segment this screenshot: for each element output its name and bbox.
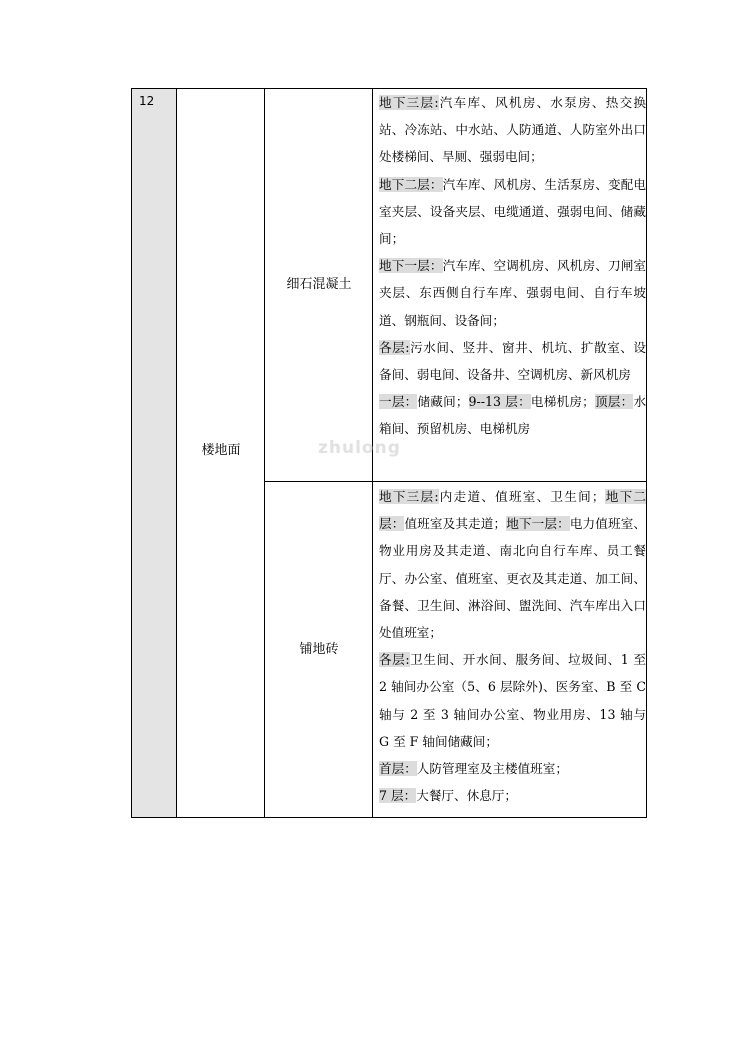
material-name: 铺地砖 bbox=[299, 642, 339, 657]
entry-text: 污水间、竖井、窗井、机坑、扩散室、设备间、弱电间、设备井、空调机房、新风机房 bbox=[379, 339, 647, 383]
tile-description bbox=[379, 483, 646, 809]
entry-text: 大餐厅、休息厅； bbox=[416, 788, 517, 804]
entry-text: 汽车库、风机房、水泵房、热交换站、冷冻站、中水站、人防通道、人防室外出口处楼梯间、旱厕、强弱电间； bbox=[379, 95, 646, 165]
entry-text: 汽车库、风机房、生活泵房、变配电室夹层、设备夹层、电缆通道、强弱电间、储藏间； bbox=[379, 176, 647, 247]
entry-label: 地下二层： bbox=[379, 176, 443, 192]
entry-text: 值班室及其走道； bbox=[404, 516, 507, 532]
material-name: 细石混凝土 bbox=[286, 277, 352, 292]
entry-label: 各层: bbox=[379, 652, 410, 668]
entry-text: 水箱间、预留机房、电梯机房 bbox=[379, 394, 647, 437]
entry-label: 地下二层： bbox=[379, 489, 647, 532]
entry-label: 一层： bbox=[379, 394, 418, 410]
watermark: zhulong bbox=[318, 438, 401, 458]
category-label: 楼地面 bbox=[201, 443, 241, 458]
entry-text: 汽车库、空调机房、风机房、刀闸室夹层、东西侧自行车库、强弱电间、自行车坡道、钢瓶间、设备间； bbox=[379, 258, 647, 328]
concrete-description bbox=[379, 89, 646, 443]
entry-label: 地下一层： bbox=[379, 258, 443, 274]
row-divider bbox=[265, 481, 646, 482]
entry-label: 地下三层: bbox=[379, 95, 439, 110]
entry-label: 首层： bbox=[379, 761, 417, 777]
entry-text: 电梯机房； bbox=[530, 394, 595, 410]
entry-text: 电力值班室、物业用房及其走道、南北向自行车库、员工餐厅、办公室、值班室、更衣及其走道、加工间、备餐、卫生间、淋浴间、盥洗间、汽车库出入口处值班室； bbox=[379, 516, 647, 641]
entry-text: 卫生间、开水间、服务间、垃圾间、1 至 2 轴间办公室（5、6 层除外)、医务室、B 至 C 轴与 2 至 3 轴间办公室、物业用房、13 轴与 G 至 F 轴间储藏间； bbox=[379, 652, 646, 749]
description-column bbox=[373, 89, 646, 817]
entry-label: 地下一层： bbox=[506, 516, 570, 532]
category-cell bbox=[177, 89, 265, 817]
entry-label: 顶层： bbox=[594, 394, 634, 410]
entry-text: 储藏间； bbox=[417, 394, 469, 410]
entry-text: 内走道、值班室、卫生间； bbox=[438, 489, 605, 504]
row-number: 12 bbox=[139, 94, 155, 108]
entry-label: 9--13 层： bbox=[468, 394, 531, 410]
entry-text: 人防管理室及主楼值班室； bbox=[416, 761, 568, 777]
entry-label: 各层: bbox=[379, 339, 410, 355]
entry-label: 7 层： bbox=[379, 788, 417, 804]
entry-label: 地下三层: bbox=[379, 489, 439, 504]
row-number-cell bbox=[132, 89, 177, 817]
